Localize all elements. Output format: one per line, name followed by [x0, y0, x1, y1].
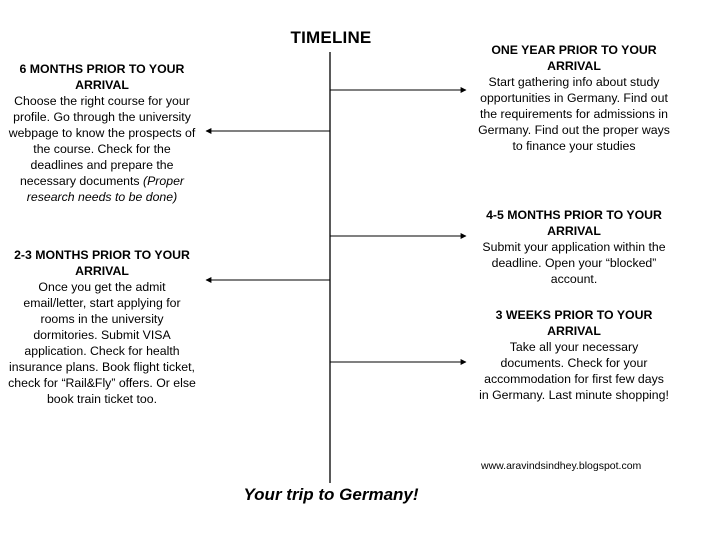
milestone-note: (Proper research needs to be done) — [26, 174, 185, 204]
milestone-6-months — [8, 61, 196, 205]
milestone-text: Submit your application within the deadline. Open your “blocked” account. — [482, 240, 666, 286]
milestone-text: Start gathering info about study opportunities in Germany. Find out the requirements for admissions in Germany. Find out the proper ways to finance your studies — [478, 75, 670, 153]
milestone-heading: 2-3 MONTHS PRIOR TO YOUR ARRIVAL — [14, 248, 190, 278]
milestone-heading: 4-5 MONTHS PRIOR TO YOUR ARRIVAL — [486, 208, 662, 238]
milestone-4-5-months — [478, 207, 670, 287]
milestone-2-3-months — [8, 247, 196, 407]
milestone-text: Once you get the admit email/letter, start applying for rooms in the university dormitories. Submit VISA application. Check for health insurance plans. Book flight ticket, check for “Rail&Fly” offers. Or else book train ticket too. — [8, 280, 196, 406]
milestone-text: Choose the right course for your profile. Go through the university webpage to know the prospects of the course. Check for the deadlines and prepare the necessary documents — [8, 94, 196, 188]
milestone-heading: 3 WEEKS PRIOR TO YOUR ARRIVAL — [495, 308, 653, 338]
milestone-one-year — [478, 42, 670, 154]
milestone-heading: ONE YEAR PRIOR TO YOUR ARRIVAL — [491, 43, 657, 73]
footer-caption: Your trip to Germany! — [243, 485, 419, 504]
milestone-heading: 6 MONTHS PRIOR TO YOUR ARRIVAL — [19, 62, 185, 92]
source-url: www.aravindsindhey.blogspot.com — [481, 460, 642, 472]
milestone-3-weeks — [478, 307, 670, 403]
timeline-title: TIMELINE — [290, 28, 372, 47]
milestone-text: Take all your necessary documents. Check for your accommodation for first few days in Germany. Last minute shopping! — [479, 340, 669, 402]
